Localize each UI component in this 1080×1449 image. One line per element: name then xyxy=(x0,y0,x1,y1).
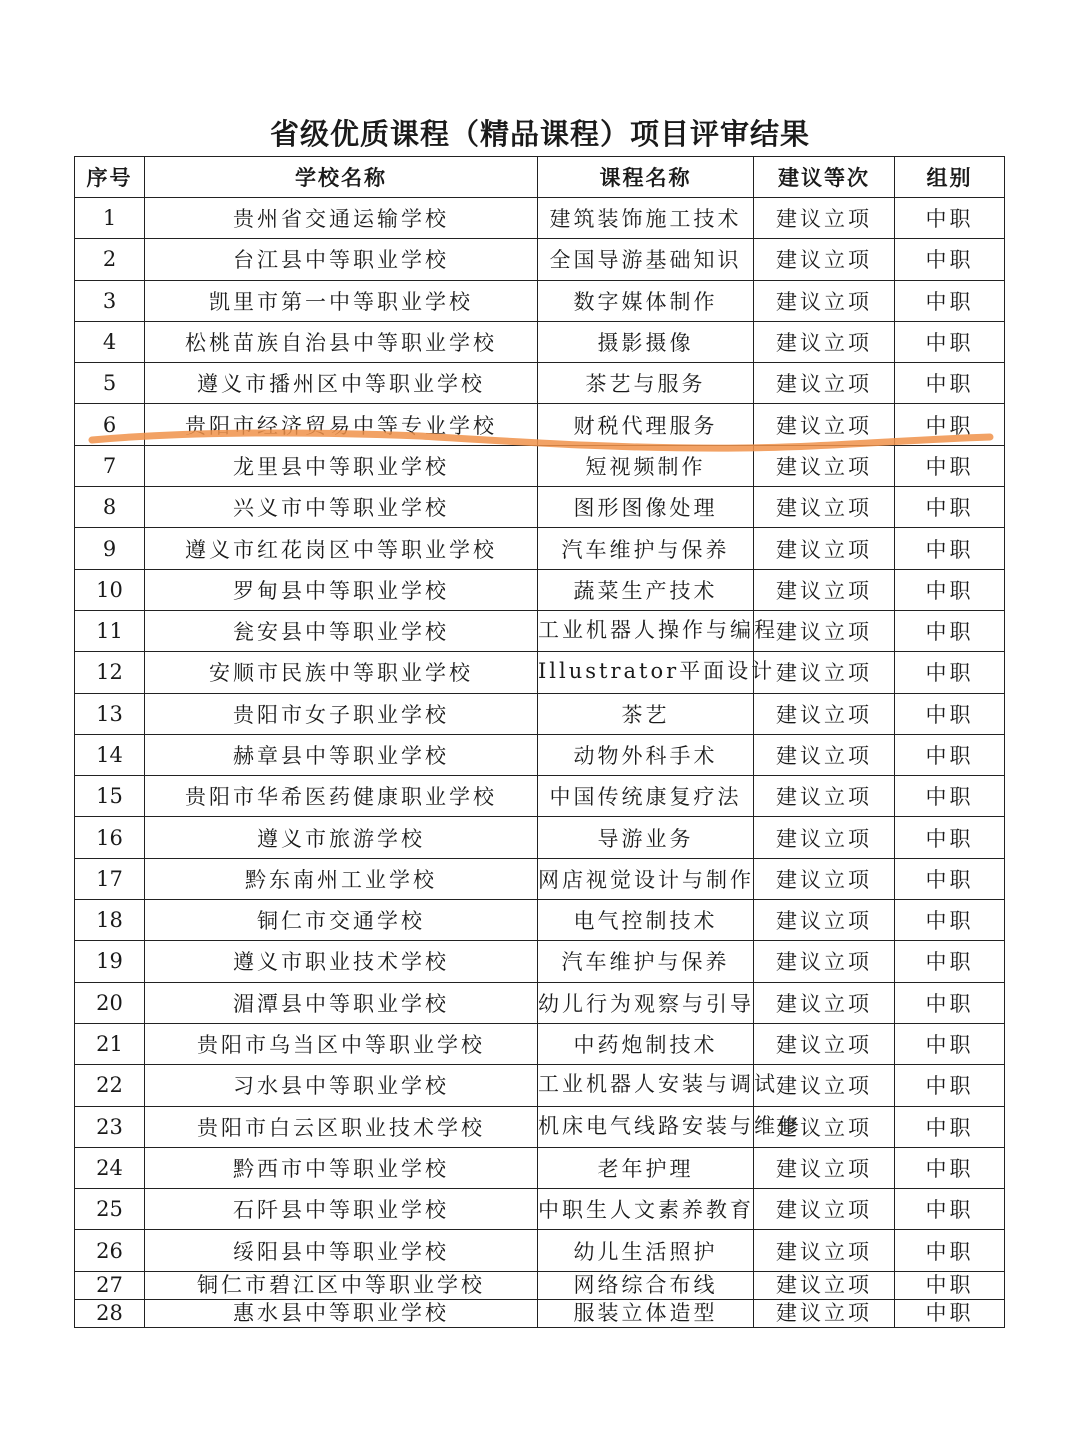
course-name-cell: 电气控制技术 xyxy=(538,900,754,941)
course-name-cell: 蔬菜生产技术 xyxy=(538,569,754,610)
school-name-cell: 凯里市第一中等职业学校 xyxy=(145,280,538,321)
group-cell: 中职 xyxy=(895,239,1005,280)
school-name-cell: 习水县中等职业学校 xyxy=(145,1065,538,1106)
table-row xyxy=(75,652,1005,693)
course-name-cell: 图形图像处理 xyxy=(538,487,754,528)
school-name-cell: 贵阳市白云区职业技术学校 xyxy=(145,1106,538,1147)
group-cell: 中职 xyxy=(895,1065,1005,1106)
course-name-cell: 茶艺与服务 xyxy=(538,363,754,404)
level-cell: 建议立项 xyxy=(754,858,895,899)
level-cell: 建议立项 xyxy=(754,776,895,817)
header-num: 序号 xyxy=(75,157,145,198)
table-row xyxy=(75,900,1005,941)
group-cell: 中职 xyxy=(895,610,1005,651)
course-name-cell: 全国导游基础知识 xyxy=(538,239,754,280)
table-row xyxy=(75,693,1005,734)
group-cell: 中职 xyxy=(895,445,1005,486)
course-name-text: 工业机器人操作与编程 xyxy=(538,617,778,642)
school-name-cell: 遵义市播州区中等职业学校 xyxy=(145,363,538,404)
row-num-cell: 7 xyxy=(75,445,145,486)
group-cell: 中职 xyxy=(895,982,1005,1023)
row-num-cell: 24 xyxy=(75,1147,145,1188)
school-name-cell: 遵义市旅游学校 xyxy=(145,817,538,858)
level-cell: 建议立项 xyxy=(754,363,895,404)
level-cell: 建议立项 xyxy=(754,1023,895,1064)
group-cell: 中职 xyxy=(895,817,1005,858)
level-cell: 建议立项 xyxy=(754,1189,895,1230)
level-cell: 建议立项 xyxy=(754,941,895,982)
level-cell: 建议立项 xyxy=(754,734,895,775)
table-row xyxy=(75,941,1005,982)
row-num-cell: 28 xyxy=(75,1299,145,1327)
table-row xyxy=(75,404,1005,445)
group-cell: 中职 xyxy=(895,734,1005,775)
group-cell: 中职 xyxy=(895,569,1005,610)
group-cell: 中职 xyxy=(895,776,1005,817)
course-name-cell xyxy=(538,1106,802,1147)
course-name-cell: 网店视觉设计与制作 xyxy=(538,858,754,899)
table-row xyxy=(75,817,1005,858)
table-row xyxy=(75,734,1005,775)
table-row xyxy=(75,569,1005,610)
course-name-cell: 幼儿行为观察与引导 xyxy=(538,982,754,1023)
course-name-cell: 导游业务 xyxy=(538,817,754,858)
school-name-cell: 遵义市职业技术学校 xyxy=(145,941,538,982)
level-cell: 建议立项 xyxy=(754,528,895,569)
course-name-cell: 中国传统康复疗法 xyxy=(538,776,754,817)
level-cell: 建议立项 xyxy=(754,1147,895,1188)
course-name-cell: 数字媒体制作 xyxy=(538,280,754,321)
school-name-cell: 贵阳市女子职业学校 xyxy=(145,693,538,734)
level-cell: 建议立项 xyxy=(754,1299,895,1327)
level-cell: 建议立项 xyxy=(754,693,895,734)
course-name-cell: 建筑装饰施工技术 xyxy=(538,198,754,239)
course-name-text: 工业机器人安装与调试 xyxy=(538,1072,778,1097)
row-num-cell: 10 xyxy=(75,569,145,610)
group-cell: 中职 xyxy=(895,693,1005,734)
level-cell: 建议立项 xyxy=(754,1106,895,1147)
course-name-cell: 动物外科手术 xyxy=(538,734,754,775)
row-num-cell: 3 xyxy=(75,280,145,321)
table-row xyxy=(75,1271,1005,1299)
group-cell: 中职 xyxy=(895,652,1005,693)
school-name-cell: 黔东南州工业学校 xyxy=(145,858,538,899)
level-cell: 建议立项 xyxy=(754,610,895,651)
table-row xyxy=(75,487,1005,528)
header-school: 学校名称 xyxy=(145,157,538,198)
level-cell: 建议立项 xyxy=(754,817,895,858)
table-row xyxy=(75,1189,1005,1230)
table-row xyxy=(75,321,1005,362)
school-name-cell: 湄潭县中等职业学校 xyxy=(145,982,538,1023)
group-cell: 中职 xyxy=(895,1271,1005,1299)
school-name-cell: 贵阳市华希医药健康职业学校 xyxy=(145,776,538,817)
table-row xyxy=(75,776,1005,817)
level-cell: 建议立项 xyxy=(754,445,895,486)
course-name-cell: 老年护理 xyxy=(538,1147,754,1188)
table-row xyxy=(75,1023,1005,1064)
row-num-cell: 11 xyxy=(75,610,145,651)
level-cell: 建议立项 xyxy=(754,1230,895,1271)
school-name-cell: 兴义市中等职业学校 xyxy=(145,487,538,528)
school-name-cell: 瓮安县中等职业学校 xyxy=(145,610,538,651)
school-name-cell: 贵阳市经济贸易中等专业学校 xyxy=(145,404,538,445)
group-cell: 中职 xyxy=(895,321,1005,362)
course-name-cell: 网络综合布线 xyxy=(538,1271,754,1299)
school-name-cell: 遵义市红花岗区中等职业学校 xyxy=(145,528,538,569)
school-name-cell: 铜仁市碧江区中等职业学校 xyxy=(145,1271,538,1299)
group-cell: 中职 xyxy=(895,1299,1005,1327)
school-name-cell: 石阡县中等职业学校 xyxy=(145,1189,538,1230)
school-name-cell: 绥阳县中等职业学校 xyxy=(145,1230,538,1271)
course-name-cell: 摄影摄像 xyxy=(538,321,754,362)
course-name-cell: 财税代理服务 xyxy=(538,404,754,445)
course-name-cell: 汽车维护与保养 xyxy=(538,941,754,982)
row-num-cell: 5 xyxy=(75,363,145,404)
level-cell: 建议立项 xyxy=(754,569,895,610)
row-num-cell: 9 xyxy=(75,528,145,569)
table-row xyxy=(75,1106,1005,1147)
table-row xyxy=(75,610,1005,651)
course-name-cell xyxy=(538,652,776,693)
school-name-cell: 龙里县中等职业学校 xyxy=(145,445,538,486)
row-num-cell: 6 xyxy=(75,404,145,445)
level-cell: 建议立项 xyxy=(754,404,895,445)
school-name-cell: 罗甸县中等职业学校 xyxy=(145,569,538,610)
row-num-cell: 14 xyxy=(75,734,145,775)
group-cell: 中职 xyxy=(895,1189,1005,1230)
group-cell: 中职 xyxy=(895,528,1005,569)
table-row xyxy=(75,528,1005,569)
table-row xyxy=(75,280,1005,321)
course-name-cell: 中药炮制技术 xyxy=(538,1023,754,1064)
course-name-cell: 幼儿生活照护 xyxy=(538,1230,754,1271)
header-course: 课程名称 xyxy=(538,157,754,198)
table-row xyxy=(75,198,1005,239)
table-row xyxy=(75,858,1005,899)
school-name-cell: 松桃苗族自治县中等职业学校 xyxy=(145,321,538,362)
level-cell: 建议立项 xyxy=(754,198,895,239)
table-row xyxy=(75,445,1005,486)
row-num-cell: 20 xyxy=(75,982,145,1023)
course-name-cell: 服装立体造型 xyxy=(538,1299,754,1327)
row-num-cell: 12 xyxy=(75,652,145,693)
course-name-text: Illustrator平面设计 xyxy=(538,659,776,684)
school-name-cell: 台江县中等职业学校 xyxy=(145,239,538,280)
level-cell: 建议立项 xyxy=(754,652,895,693)
row-num-cell: 8 xyxy=(75,487,145,528)
group-cell: 中职 xyxy=(895,858,1005,899)
table-row xyxy=(75,363,1005,404)
table-row xyxy=(75,1065,1005,1106)
page-title: 省级优质课程（精品课程）项目评审结果 xyxy=(269,117,810,151)
course-name-cell: 短视频制作 xyxy=(538,445,754,486)
row-num-cell: 22 xyxy=(75,1065,145,1106)
row-num-cell: 26 xyxy=(75,1230,145,1271)
group-cell: 中职 xyxy=(895,363,1005,404)
header-group: 组别 xyxy=(895,157,1005,198)
header-level: 建议等次 xyxy=(754,157,895,198)
table-row xyxy=(75,1230,1005,1271)
row-num-cell: 21 xyxy=(75,1023,145,1064)
school-name-cell: 铜仁市交通学校 xyxy=(145,900,538,941)
table-row xyxy=(75,239,1005,280)
row-num-cell: 23 xyxy=(75,1106,145,1147)
course-name-cell: 汽车维护与保养 xyxy=(538,528,754,569)
course-name-cell xyxy=(538,610,778,651)
course-name-cell: 中职生人文素养教育 xyxy=(538,1189,754,1230)
level-cell: 建议立项 xyxy=(754,1065,895,1106)
level-cell: 建议立项 xyxy=(754,1271,895,1299)
row-num-cell: 18 xyxy=(75,900,145,941)
school-name-cell: 安顺市民族中等职业学校 xyxy=(145,652,538,693)
school-name-cell: 黔西市中等职业学校 xyxy=(145,1147,538,1188)
level-cell: 建议立项 xyxy=(754,321,895,362)
school-name-cell: 贵阳市乌当区中等职业学校 xyxy=(145,1023,538,1064)
level-cell: 建议立项 xyxy=(754,982,895,1023)
table-row xyxy=(75,1299,1005,1327)
group-cell: 中职 xyxy=(895,900,1005,941)
group-cell: 中职 xyxy=(895,1023,1005,1064)
group-cell: 中职 xyxy=(895,487,1005,528)
row-num-cell: 16 xyxy=(75,817,145,858)
row-num-cell: 2 xyxy=(75,239,145,280)
course-name-text: 机床电气线路安装与维修 xyxy=(538,1113,802,1138)
course-name-cell: 茶艺 xyxy=(538,693,754,734)
results-table xyxy=(74,156,1005,1328)
row-num-cell: 19 xyxy=(75,941,145,982)
level-cell: 建议立项 xyxy=(754,487,895,528)
table-row xyxy=(75,1147,1005,1188)
row-num-cell: 13 xyxy=(75,693,145,734)
group-cell: 中职 xyxy=(895,1106,1005,1147)
school-name-cell: 贵州省交通运输学校 xyxy=(145,198,538,239)
group-cell: 中职 xyxy=(895,280,1005,321)
row-num-cell: 1 xyxy=(75,198,145,239)
school-name-cell: 赫章县中等职业学校 xyxy=(145,734,538,775)
group-cell: 中职 xyxy=(895,198,1005,239)
group-cell: 中职 xyxy=(895,1230,1005,1271)
row-num-cell: 17 xyxy=(75,858,145,899)
group-cell: 中职 xyxy=(895,941,1005,982)
group-cell: 中职 xyxy=(895,404,1005,445)
level-cell: 建议立项 xyxy=(754,280,895,321)
course-name-cell xyxy=(538,1065,778,1106)
row-num-cell: 4 xyxy=(75,321,145,362)
table-row xyxy=(75,982,1005,1023)
level-cell: 建议立项 xyxy=(754,239,895,280)
row-num-cell: 25 xyxy=(75,1189,145,1230)
row-num-cell: 15 xyxy=(75,776,145,817)
header-row xyxy=(75,157,1005,198)
level-cell: 建议立项 xyxy=(754,900,895,941)
row-num-cell: 27 xyxy=(75,1271,145,1299)
school-name-cell: 惠水县中等职业学校 xyxy=(145,1299,538,1327)
group-cell: 中职 xyxy=(895,1147,1005,1188)
